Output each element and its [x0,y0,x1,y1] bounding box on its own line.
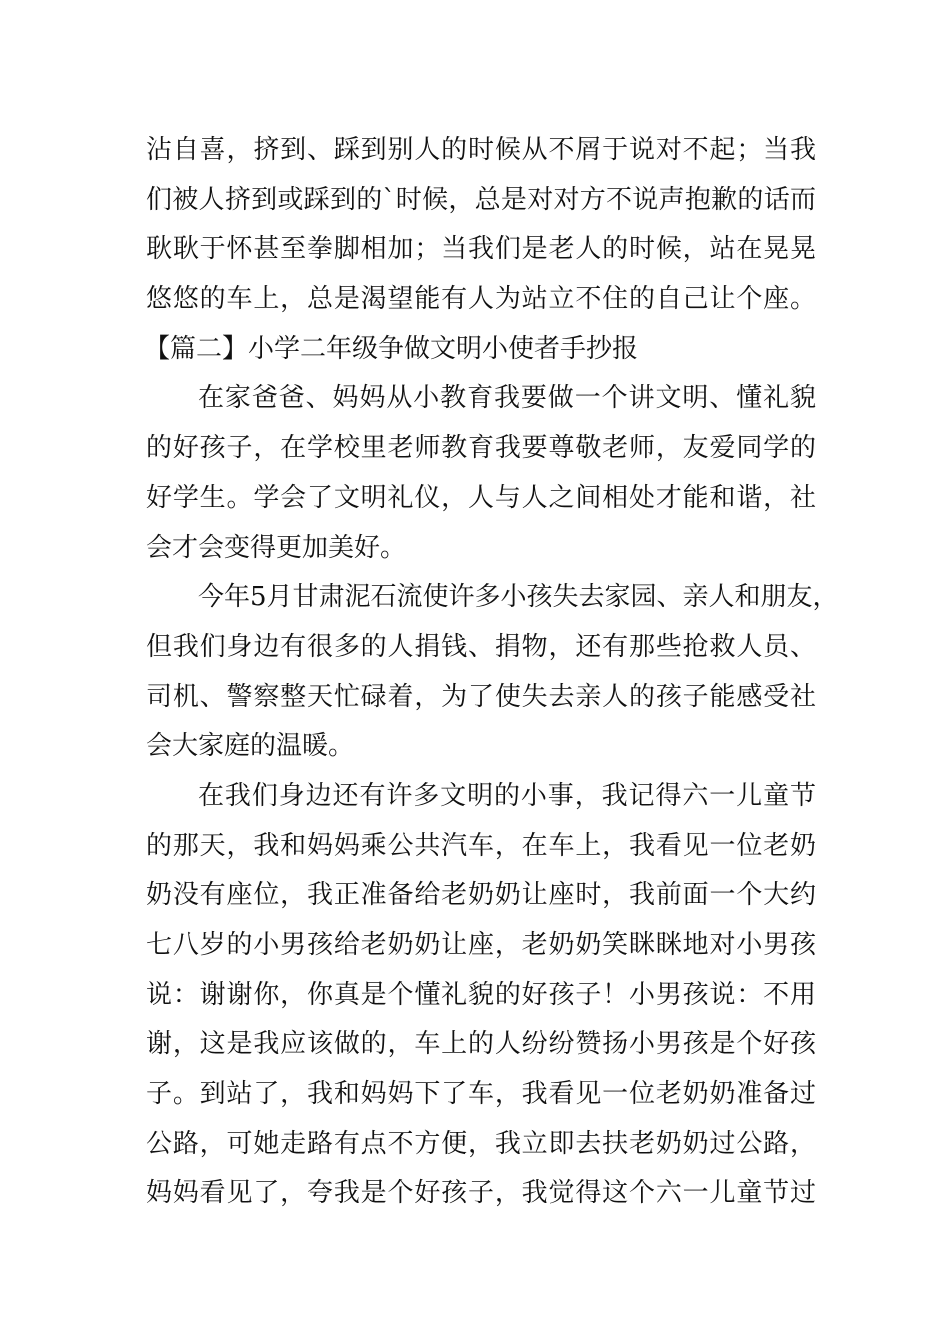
text-line: 公路，可她走路有点不方便，我立即去扶老奶奶过公路， [146,1128,816,1159]
text-line: 悠悠的车上，总是渴望能有人为站立不住的自己让个座。 [146,284,816,315]
text-line: 子。到站了，我和妈妈下了车，我看见一位老奶奶准备过 [146,1079,816,1110]
text-line: 谢，这是我应该做的，车上的人纷纷赞扬小男孩是个好孩 [146,1029,816,1060]
text-line: 好学生。学会了文明礼仪，人与人之间相处才能和谐，社 [146,482,816,513]
text-line: 们被人挤到或踩到的`时候，总是对对方不说声抱歉的话而 [146,184,816,215]
text-line: 七八岁的小男孩给老奶奶让座，老奶奶笑眯眯地对小男孩 [146,930,816,960]
text-line: 奶没有座位，我正准备给老奶奶让座时，我前面一个大约 [146,880,816,911]
text-line: 耿耿于怀甚至拳脚相加；当我们是老人的时候，站在晃晃 [146,234,816,265]
text-line: 的那天，我和妈妈乘公共汽车，在车上，我看见一位老奶 [146,830,816,861]
text-line: 在家爸爸、妈妈从小教育我要做一个讲文明、懂礼貌 [198,383,816,414]
document-body [144,126,839,1219]
text-line: 司机、警察整天忙碌着，为了使失去亲人的孩子能感受社 [146,681,816,712]
text-line: 今年5月甘肃泥石流使许多小孩失去家园、亲人和朋友， [198,582,839,613]
text-line: 会才会变得更加美好。 [146,532,407,563]
text-line: 沾自喜，挤到、踩到别人的时候从不屑于说对不起；当我 [146,135,816,165]
text-line: 妈妈看见了，夸我是个好孩子，我觉得这个六一儿童节过 [146,1178,816,1209]
text-line: 说：谢谢你，你真是个懂礼貌的好孩子！小男孩说：不用 [146,979,816,1010]
text-line: 会大家庭的温暖。 [146,731,355,762]
section-heading: 【篇二】小学二年级争做文明小使者手抄报 [144,333,639,364]
text-line: 的好孩子，在学校里老师教育我要尊敬老师，友爱同学的 [146,433,816,464]
text-line: 但我们身边有很多的人捐钱、捐物，还有那些抢救人员、 [146,631,816,662]
text-line: 在我们身边还有许多文明的小事，我记得六一儿童节 [198,780,816,811]
